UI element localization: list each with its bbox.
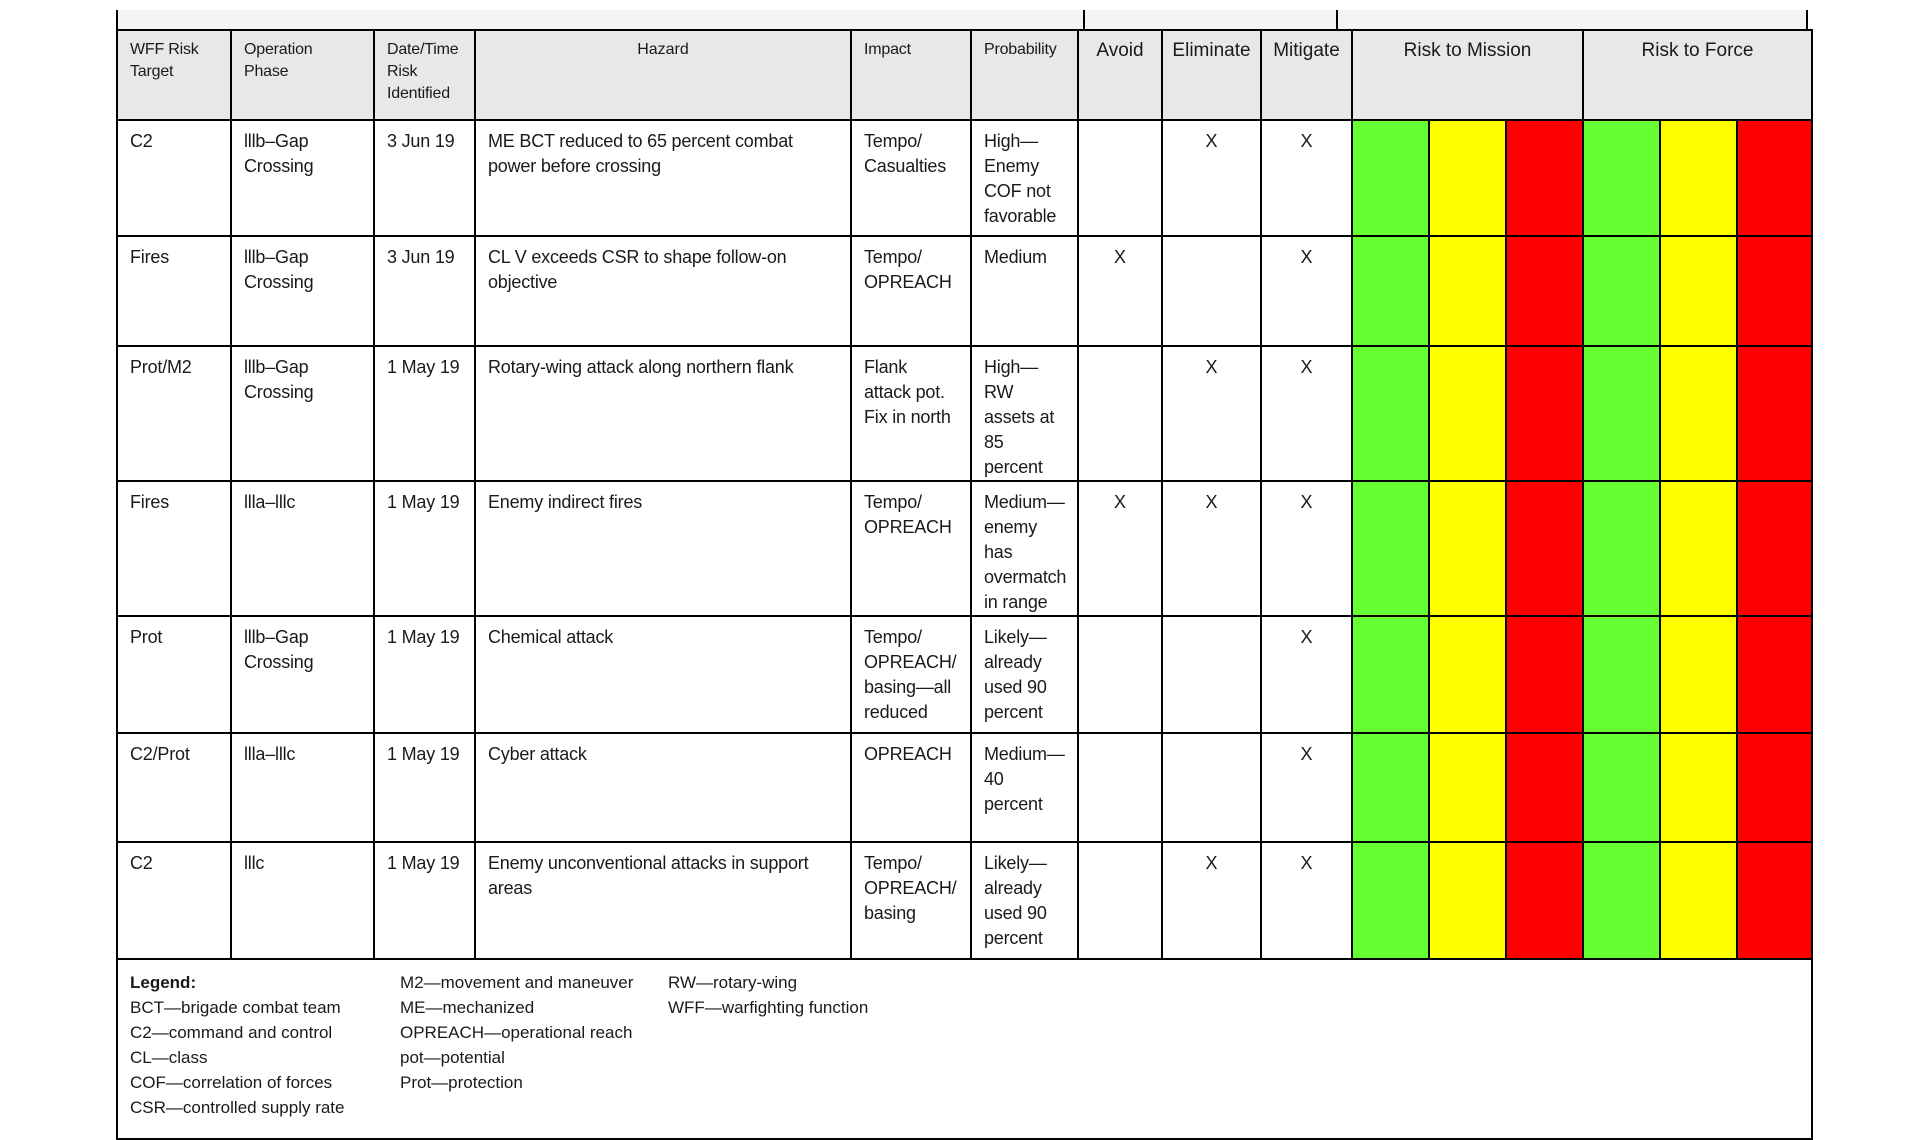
legend-row [117, 959, 1812, 1139]
table-row [117, 236, 1812, 346]
row-wff-target: Fires [117, 481, 231, 616]
row-operation-phase: lllb–Gap Crossing [231, 236, 374, 346]
row-eliminate-mark [1162, 616, 1261, 733]
row-operation-phase: llla–lllc [231, 733, 374, 842]
row-wff-target: C2 [117, 842, 231, 959]
risk-to-force-green-cell [1583, 346, 1660, 481]
row-eliminate-mark: X [1162, 481, 1261, 616]
row-wff-target: Fires [117, 236, 231, 346]
risk-to-force-green-cell [1583, 481, 1660, 616]
legend-entry: C2—command and control [130, 1023, 333, 1042]
row-mitigate-mark: X [1261, 616, 1352, 733]
row-eliminate-mark: X [1162, 120, 1261, 236]
row-avoid-mark [1078, 346, 1162, 481]
legend-cell [117, 959, 1812, 1139]
header-impact: Impact [851, 30, 971, 120]
row-date-identified: 1 May 19 [374, 733, 475, 842]
row-eliminate-mark: X [1162, 842, 1261, 959]
risk-to-mission-green-cell [1352, 120, 1429, 236]
row-avoid-mark: X [1078, 481, 1162, 616]
row-avoid-mark [1078, 616, 1162, 733]
table-row [117, 346, 1812, 481]
risk-to-force-green-cell [1583, 733, 1660, 842]
row-avoid-mark: X [1078, 236, 1162, 346]
row-wff-target: Prot/M2 [117, 346, 231, 481]
risk-to-mission-yellow-cell [1429, 346, 1506, 481]
row-mitigate-mark: X [1261, 842, 1352, 959]
risk-to-mission-green-cell [1352, 842, 1429, 959]
risk-matrix-figure [116, 10, 1808, 1117]
table-row [117, 616, 1812, 733]
risk-to-mission-red-cell [1506, 733, 1583, 842]
risk-to-force-red-cell [1737, 481, 1812, 616]
row-impact: Tempo/ OPREACH [851, 236, 971, 346]
row-operation-phase: lllb–Gap Crossing [231, 616, 374, 733]
row-hazard: Cyber attack [475, 733, 851, 842]
legend-entry: pot—potential [400, 1048, 505, 1067]
table-row [117, 842, 1812, 959]
row-hazard: CL V exceeds CSR to shape follow-on objective [475, 236, 851, 346]
row-date-identified: 1 May 19 [374, 481, 475, 616]
header-date-time: Date/Time Risk Identified [374, 30, 475, 120]
row-eliminate-mark [1162, 236, 1261, 346]
legend-column-2 [400, 970, 633, 1095]
header-avoid: Avoid [1078, 30, 1162, 120]
header-mitigate: Mitigate [1261, 30, 1352, 120]
row-impact: Tempo/ Casualties [851, 120, 971, 236]
header-risk-to-force: Risk to Force [1583, 30, 1812, 120]
legend-entry: CSR—controlled supply rate [130, 1098, 345, 1117]
row-impact: OPREACH [851, 733, 971, 842]
header-eliminate: Eliminate [1162, 30, 1261, 120]
row-mitigate-mark: X [1261, 236, 1352, 346]
row-mitigate-mark: X [1261, 120, 1352, 236]
legend-entry: CL—class [130, 1048, 208, 1067]
risk-to-mission-green-cell [1352, 481, 1429, 616]
risk-to-force-yellow-cell [1660, 236, 1737, 346]
legend-entry: ME—mechanized [400, 998, 535, 1017]
legend-entry: COF—correlation of forces [130, 1073, 333, 1092]
risk-to-force-red-cell [1737, 236, 1812, 346]
risk-to-mission-red-cell [1506, 842, 1583, 959]
row-hazard: Chemical attack [475, 616, 851, 733]
row-date-identified: 1 May 19 [374, 842, 475, 959]
row-avoid-mark [1078, 120, 1162, 236]
risk-to-mission-green-cell [1352, 346, 1429, 481]
risk-to-force-yellow-cell [1660, 481, 1737, 616]
risk-to-force-green-cell [1583, 236, 1660, 346]
row-hazard: ME BCT reduced to 65 percent combat power before crossing [475, 120, 851, 236]
risk-to-force-yellow-cell [1660, 733, 1737, 842]
risk-to-mission-red-cell [1506, 346, 1583, 481]
header-risk-to-mission: Risk to Mission [1352, 30, 1583, 120]
risk-assessment-table [116, 29, 1813, 1140]
table-row [117, 120, 1812, 236]
legend-entry: BCT—brigade combat team [130, 998, 341, 1017]
header-wff-target: WFF Risk Target [117, 30, 231, 120]
row-probability: Medium [971, 236, 1078, 346]
risk-to-mission-green-cell [1352, 616, 1429, 733]
risk-to-mission-green-cell [1352, 236, 1429, 346]
risk-to-mission-yellow-cell [1429, 120, 1506, 236]
legend-entry: RW—rotary-wing [668, 973, 798, 992]
risk-to-mission-red-cell [1506, 616, 1583, 733]
table-row [117, 481, 1812, 616]
risk-to-force-yellow-cell [1660, 842, 1737, 959]
header-hazard: Hazard [475, 30, 851, 120]
row-wff-target: C2 [117, 120, 231, 236]
row-wff-target: C2/Prot [117, 733, 231, 842]
table-top-strip [116, 10, 1808, 29]
row-operation-phase: lllb–Gap Crossing [231, 120, 374, 236]
row-impact: Tempo/ OPREACH [851, 481, 971, 616]
legend-entry: WFF—warfighting function [668, 998, 869, 1017]
row-date-identified: 3 Jun 19 [374, 236, 475, 346]
strip-divider [1336, 10, 1338, 29]
row-impact: Tempo/ OPREACH/ basing [851, 842, 971, 959]
row-impact: Tempo/ OPREACH/ basing—all reduced [851, 616, 971, 733]
legend-entry: M2—movement and maneuver [400, 973, 634, 992]
strip-divider [1083, 10, 1085, 29]
legend-entry: Prot—protection [400, 1073, 523, 1092]
row-probability: High—Enemy COF not favorable [971, 120, 1078, 236]
row-date-identified: 1 May 19 [374, 346, 475, 481]
table-row [117, 733, 1812, 842]
risk-to-force-green-cell [1583, 616, 1660, 733]
header-probability: Probability [971, 30, 1078, 120]
row-eliminate-mark [1162, 733, 1261, 842]
row-wff-target: Prot [117, 616, 231, 733]
row-probability: Likely—already used 90 percent [971, 616, 1078, 733]
risk-to-mission-yellow-cell [1429, 616, 1506, 733]
row-eliminate-mark: X [1162, 346, 1261, 481]
row-probability: High—RW assets at 85 percent [971, 346, 1078, 481]
risk-to-force-yellow-cell [1660, 616, 1737, 733]
risk-to-force-red-cell [1737, 733, 1812, 842]
row-hazard: Enemy indirect fires [475, 481, 851, 616]
row-mitigate-mark: X [1261, 346, 1352, 481]
risk-to-force-red-cell [1737, 346, 1812, 481]
row-probability: Medium—40 percent [971, 733, 1078, 842]
row-operation-phase: lllb–Gap Crossing [231, 346, 374, 481]
header-operation-phase: Operation Phase [231, 30, 374, 120]
risk-to-mission-green-cell [1352, 733, 1429, 842]
risk-to-mission-yellow-cell [1429, 236, 1506, 346]
risk-to-mission-red-cell [1506, 481, 1583, 616]
row-mitigate-mark: X [1261, 481, 1352, 616]
row-impact: Flank attack pot. Fix in north [851, 346, 971, 481]
row-operation-phase: lllc [231, 842, 374, 959]
row-avoid-mark [1078, 733, 1162, 842]
row-avoid-mark [1078, 842, 1162, 959]
risk-to-mission-yellow-cell [1429, 733, 1506, 842]
row-operation-phase: llla–lllc [231, 481, 374, 616]
risk-to-mission-yellow-cell [1429, 842, 1506, 959]
row-probability: Likely—already used 90 percent [971, 842, 1078, 959]
risk-to-force-green-cell [1583, 842, 1660, 959]
risk-to-force-red-cell [1737, 616, 1812, 733]
risk-to-force-red-cell [1737, 842, 1812, 959]
risk-to-force-yellow-cell [1660, 346, 1737, 481]
row-date-identified: 3 Jun 19 [374, 120, 475, 236]
risk-to-force-red-cell [1737, 120, 1812, 236]
row-date-identified: 1 May 19 [374, 616, 475, 733]
legend-column-3 [668, 970, 868, 1020]
risk-to-force-green-cell [1583, 120, 1660, 236]
row-mitigate-mark: X [1261, 733, 1352, 842]
legend-column-1 [130, 995, 344, 1120]
legend [130, 970, 1799, 1117]
risk-to-mission-red-cell [1506, 236, 1583, 346]
header-row [117, 30, 1812, 120]
row-hazard: Rotary-wing attack along northern flank [475, 346, 851, 481]
row-hazard: Enemy unconventional attacks in support areas [475, 842, 851, 959]
risk-to-force-yellow-cell [1660, 120, 1737, 236]
risk-to-mission-red-cell [1506, 120, 1583, 236]
risk-to-mission-yellow-cell [1429, 481, 1506, 616]
legend-entry: OPREACH—operational reach [400, 1023, 633, 1042]
row-probability: Medium—enemy has overmatch in range [971, 481, 1078, 616]
legend-title: Legend: [130, 973, 197, 992]
